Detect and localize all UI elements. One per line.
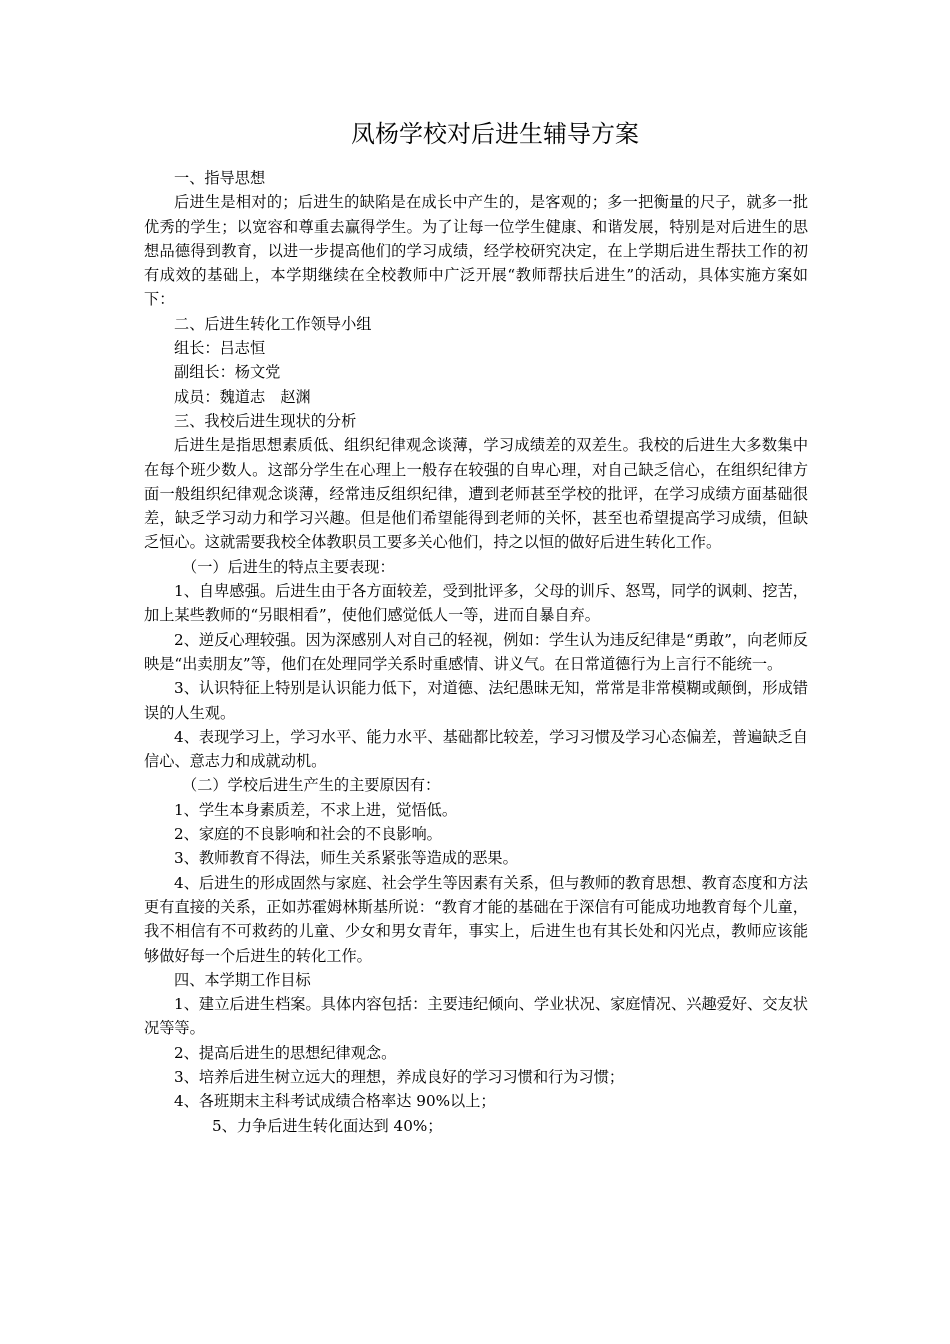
- heading-leading-group: 二、后进生转化工作领导小组: [174, 314, 372, 333]
- cause-item: 4、后进生的形成固然与家庭、社会学生等因素有关系，但与教师的教育思想、教育态度和方法更有直接的关系，正如苏霍姆林斯基所说：“教育才能的基础在于深信有可能成功地教育每个儿童，我不相信有不可救药的儿童、少女和男女青年，事实上，后进生也有其长处和闪光点，教师应该能够做好每一个后进生的转化工作。: [144, 873, 808, 965]
- subheading-causes: （二）学校后进生产生的主要原因有：: [182, 776, 441, 795]
- cause-item: 1、学生本身素质差，不求上进，觉悟低。: [174, 800, 458, 819]
- subheading-characteristics: （一）后进生的特点主要表现：: [182, 557, 395, 576]
- document-body: [144, 166, 808, 1138]
- characteristic-item: 2、逆反心理较强。因为深感别人对自己的轻视，例如：学生认为违反纪律是“勇敢”，向老师反映是“出卖朋友”等，他们在处理同学关系时重感情、讲义气。在日常道德行为上言行不能统一。: [144, 630, 808, 673]
- group-leader: 组长：吕志恒: [174, 339, 266, 358]
- goal-item: 4、各班期末主科考试成绩合格率达 90%以上；: [174, 1092, 496, 1111]
- characteristic-item: 3、认识特征上特别是认识能力低下，对道德、法纪愚昧无知，常常是非常模糊或颠倒，形成错误的人生观。: [144, 679, 808, 722]
- goal-item: 1、建立后进生档案。具体内容包括：主要违纪倾向、学业状况、家庭情况、兴趣爱好、交友状况等等。: [144, 995, 808, 1038]
- heading-work-goals: 四、本学期工作目标: [174, 970, 311, 989]
- heading-guiding-thought: 一、指导思想: [174, 169, 266, 187]
- goal-item: 2、提高后进生的思想纪律观念。: [174, 1043, 397, 1062]
- paragraph-status-analysis: 后进生是指思想素质低、组织纪律观念谈薄，学习成绩差的双差生。我校的后进生大多数集中在每个班少数人。这部分学生在心理上一般存在较强的自卑心理，对自己缺乏信心，在组织纪律方面一般组织纪律观念谈薄，经常违反组织纪律，遭到老师甚至学校的批评，在学习成绩方面基础很差，缺乏学习动力和学习兴趣。但是他们希望能得到老师的关怀，甚至也希望提高学习成绩，但缺乏恒心。这就需要我校全体教职员工要多关心他们，持之以恒的做好后进生转化工作。: [144, 436, 808, 552]
- goal-item: 3、培养后进生树立远大的理想，养成良好的学习习惯和行为习惯；: [174, 1067, 625, 1086]
- goal-item: 5、力争后进生转化面达到 40%；: [212, 1116, 443, 1135]
- characteristic-item: 1、自卑感强。后进生由于各方面较差，受到批评多，父母的训斥、怒骂，同学的讽刺、挖苦，加上某些教师的“另眼相看”，使他们感觉低人一等，进而自暴自弃。: [144, 582, 808, 625]
- characteristic-item: 4、表现学习上，学习水平、能力水平、基础都比较差，学习习惯及学习心态偏差，普遍缺乏自信心、意志力和成就动机。: [144, 727, 808, 771]
- cause-item: 3、教师教育不得法，师生关系紧张等造成的恶果。: [174, 849, 518, 868]
- document-title: 凤杨学校对后进生辅导方案: [351, 120, 639, 148]
- group-members: 成员：魏道志 赵渊: [174, 387, 311, 406]
- paragraph-guiding-thought: 后进生是相对的；后进生的缺陷是在成长中产生的，是客观的；多一把衡量的尺子，就多一批优秀的学生；以宽容和尊重去赢得学生。为了让每一位学生健康、和谐发展，特别是对后进生的思想品德得到教育，以进一步提高他们的学习成绩，经学校研究决定，在上学期后进生帮扶工作的初有成效的基础上，本学期继续在全校教师中广泛开展“教师帮扶后进生”的活动，具体实施方案如下：: [144, 193, 808, 309]
- cause-item: 2、家庭的不良影响和社会的不良影响。: [174, 825, 442, 844]
- group-deputy-leader: 副组长：杨文党: [174, 363, 281, 382]
- heading-status-analysis: 三、我校后进生现状的分析: [174, 411, 357, 430]
